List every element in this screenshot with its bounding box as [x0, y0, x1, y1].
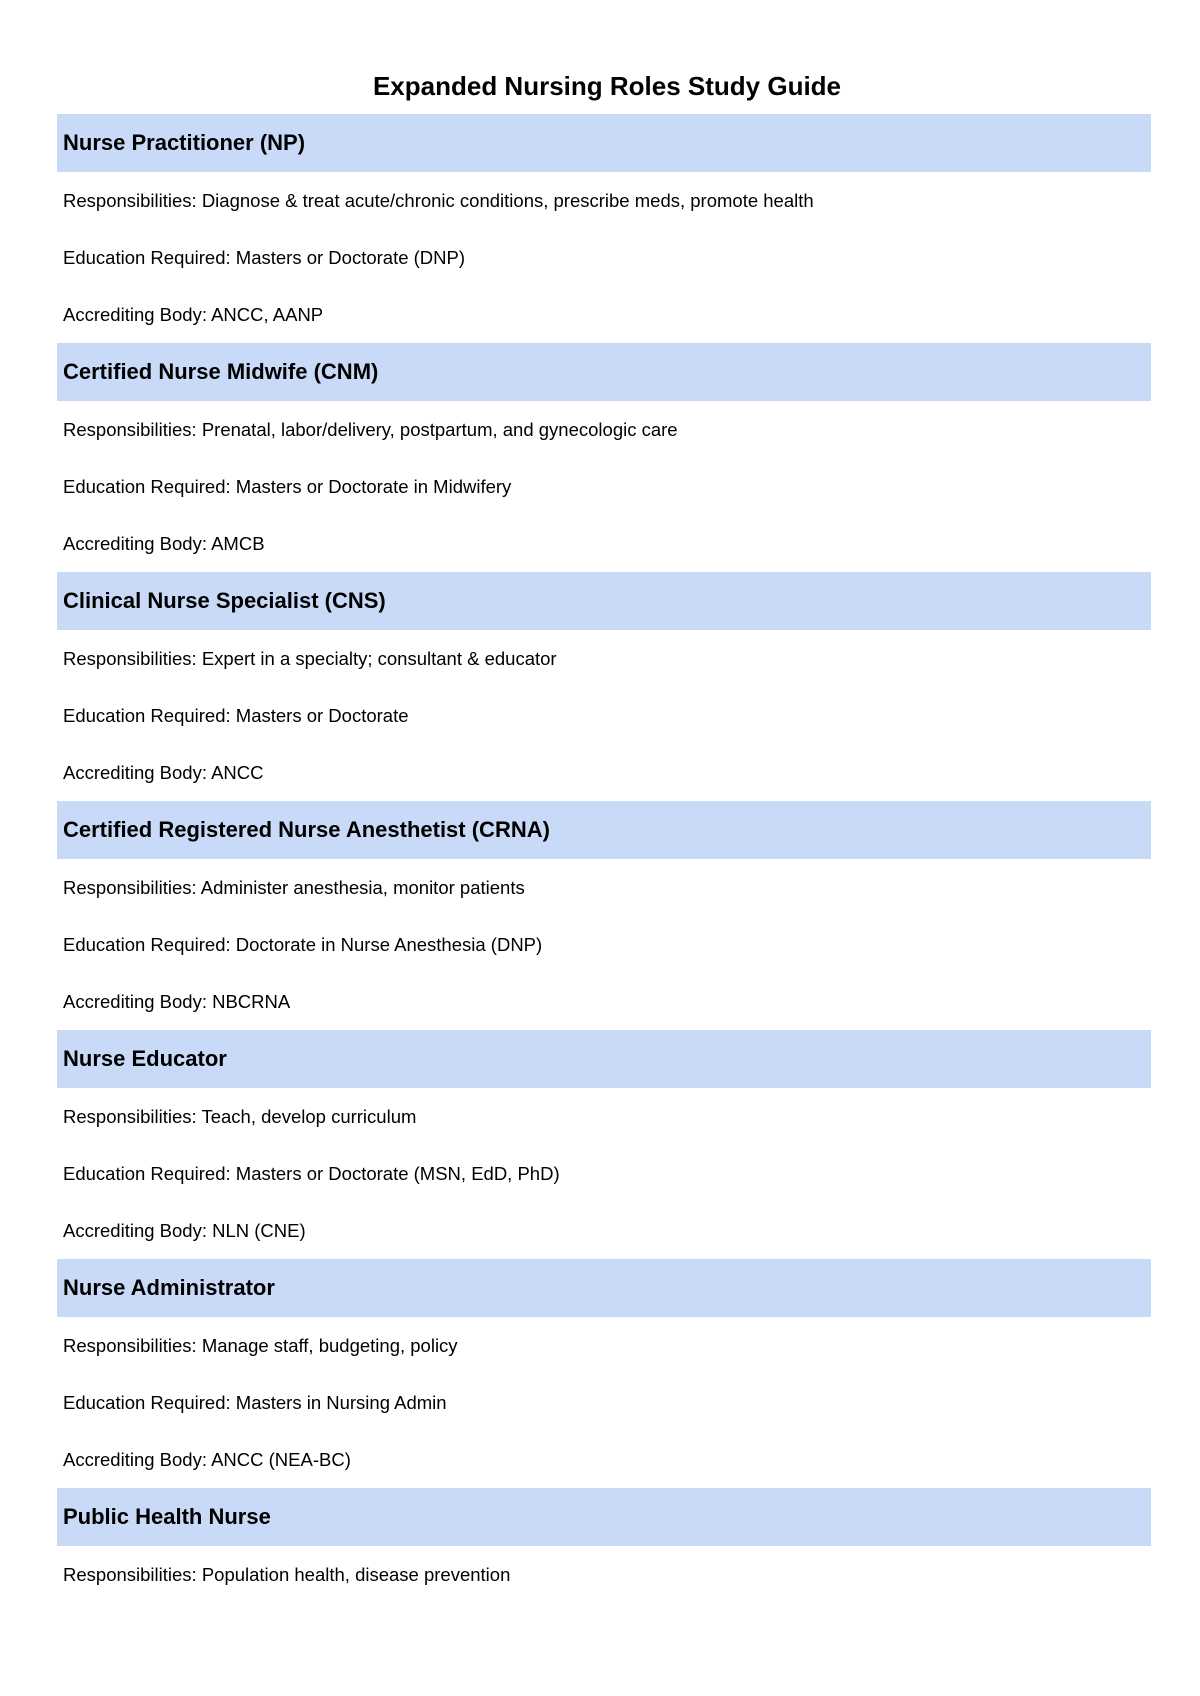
role-accrediting-body: Accrediting Body: AMCB [63, 532, 265, 554]
role-header: Nurse Administrator [57, 1259, 1151, 1317]
role-header: Public Health Nurse [57, 1488, 1151, 1546]
page-title: Expanded Nursing Roles Study Guide [372, 71, 842, 101]
role-section-np [57, 114, 1151, 343]
role-header: Nurse Practitioner (NP) [57, 114, 1151, 172]
role-accrediting-body: Accrediting Body: NLN (CNE) [63, 1219, 306, 1241]
role-accrediting-body: Accrediting Body: ANCC, AANP [63, 303, 324, 325]
role-section-cnm [57, 343, 1151, 572]
role-accrediting-body: Accrediting Body: ANCC (NEA-BC) [63, 1448, 351, 1470]
role-responsibilities: Responsibilities: Administer anesthesia, monitor patients [63, 876, 525, 898]
role-responsibilities: Responsibilities: Prenatal, labor/delivery, postpartum, and gynecologic care [63, 418, 678, 440]
role-responsibilities: Responsibilities: Teach, develop curriculum [63, 1105, 417, 1127]
role-header: Clinical Nurse Specialist (CNS) [57, 572, 1151, 630]
role-section-public-health-nurse [57, 1488, 1151, 1603]
role-header: Nurse Educator [57, 1030, 1151, 1088]
role-education: Education Required: Masters or Doctorate in Midwifery [63, 475, 512, 497]
role-responsibilities: Responsibilities: Population health, disease prevention [63, 1563, 511, 1585]
role-section-cns [57, 572, 1151, 801]
role-education: Education Required: Masters in Nursing Admin [63, 1391, 447, 1413]
role-responsibilities: Responsibilities: Expert in a specialty; consultant & educator [63, 647, 557, 669]
role-responsibilities: Responsibilities: Diagnose & treat acute/chronic conditions, prescribe meds, promote health [63, 189, 814, 211]
role-education: Education Required: Masters or Doctorate (MSN, EdD, PhD) [63, 1162, 560, 1184]
role-education: Education Required: Masters or Doctorate (DNP) [63, 246, 466, 268]
roles-list [57, 114, 1151, 1603]
role-header: Certified Nurse Midwife (CNM) [57, 343, 1151, 401]
role-section-nurse-administrator [57, 1259, 1151, 1488]
role-responsibilities: Responsibilities: Manage staff, budgeting, policy [63, 1334, 458, 1356]
role-section-nurse-educator [57, 1030, 1151, 1259]
role-education: Education Required: Masters or Doctorate [63, 704, 409, 726]
role-accrediting-body: Accrediting Body: NBCRNA [63, 990, 291, 1012]
role-education: Education Required: Doctorate in Nurse Anesthesia (DNP) [63, 933, 543, 955]
role-accrediting-body: Accrediting Body: ANCC [63, 761, 264, 783]
role-section-crna [57, 801, 1151, 1030]
role-header: Certified Registered Nurse Anesthetist (CRNA) [57, 801, 1151, 859]
